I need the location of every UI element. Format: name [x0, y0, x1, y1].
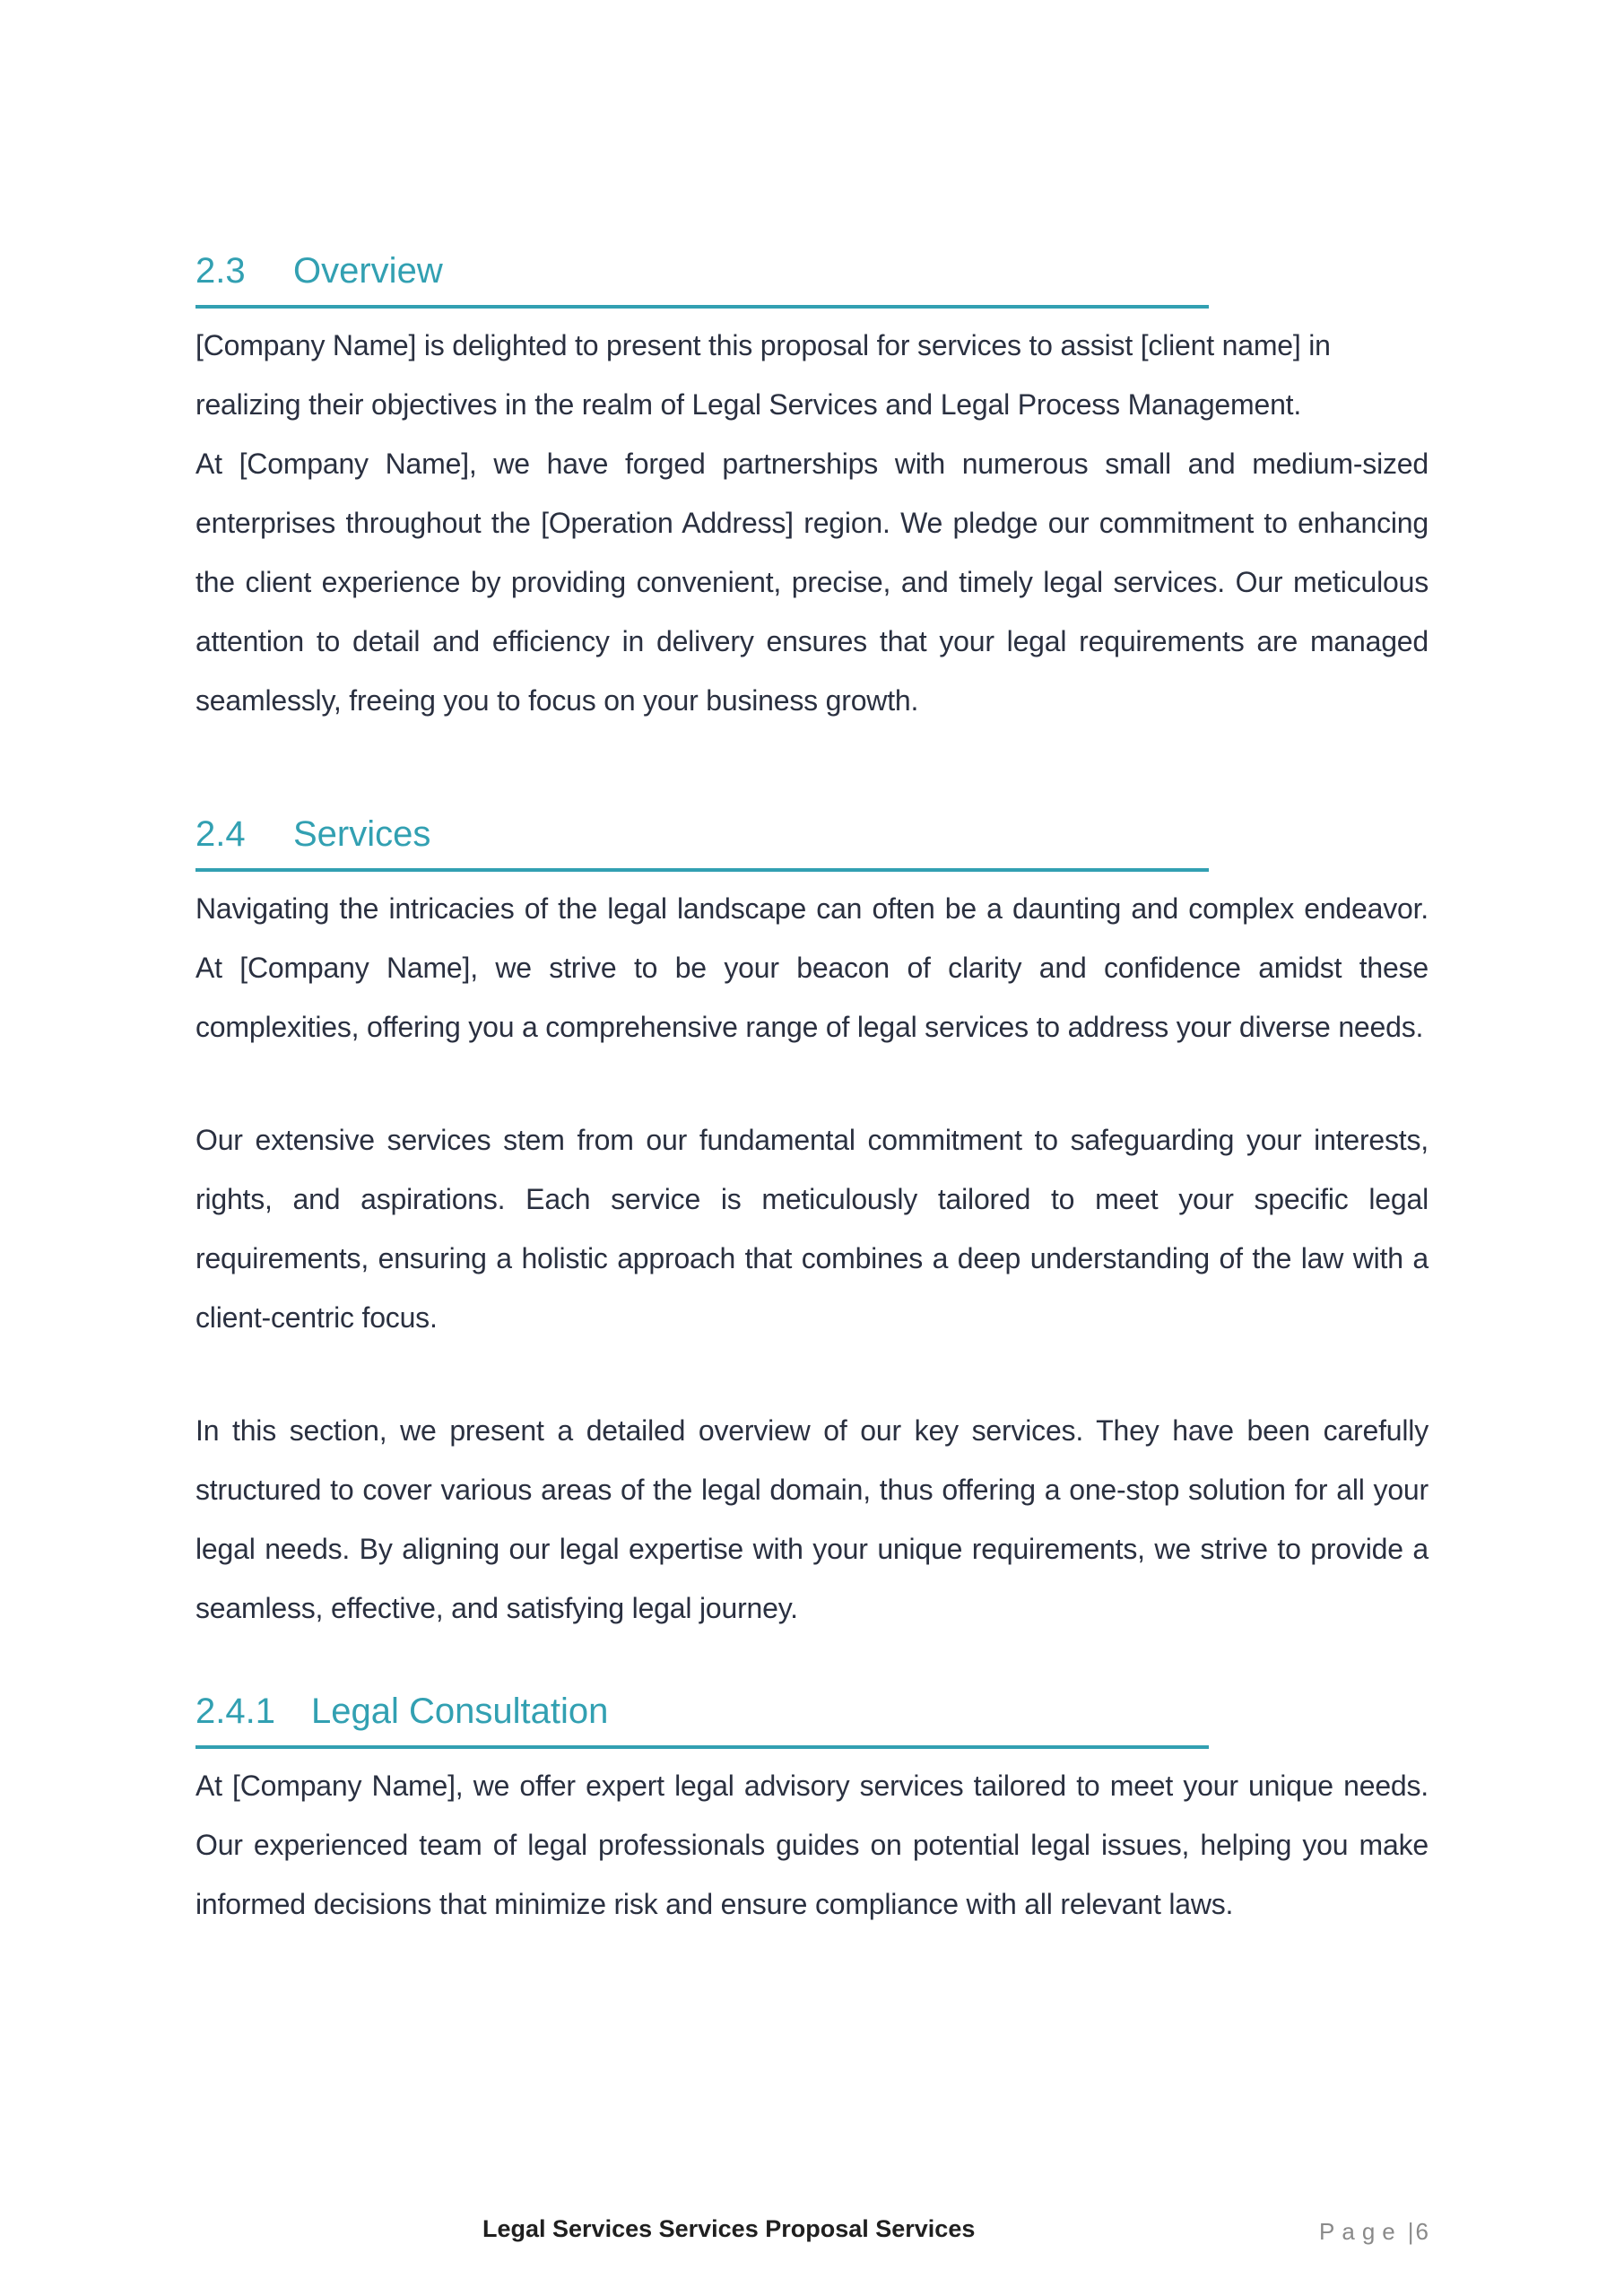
section-legal-consultation — [195, 1690, 1429, 1934]
heading-number: 2.4 — [195, 814, 246, 854]
document-content — [195, 249, 1429, 1934]
section-heading-services — [195, 813, 1209, 872]
paragraph: At [Company Name], we have forged partnerships with numerous small and medium-sized enterprises throughout the [Operation Address] region. We pledge our commitment to enhancing the client experience by providing convenient, precise, and timely legal services. Our meticulous attention to detail and efficiency in delivery ensures that your legal requirements are managed seamlessly, freeing you to focus on your business growth. — [195, 448, 1429, 717]
section-heading-overview — [195, 249, 1209, 309]
heading-number: 2.3 — [195, 251, 246, 291]
paragraph: Our extensive services stem from our fundamental commitment to safeguarding your interests, rights, and aspirations. Each service is meticulously tailored to meet your specific legal requirements, ensuring a holistic approach that combines a deep understanding of the law with a client-centric focus. — [195, 1124, 1429, 1334]
heading-title: Services — [293, 814, 431, 854]
section-heading-legal-consultation — [195, 1690, 1209, 1749]
heading-title: Overview — [293, 251, 443, 291]
section-overview — [195, 249, 1429, 730]
page-separator: | — [1407, 2218, 1414, 2245]
paragraph: [Company Name] is delighted to present this proposal for services to assist [client name] in realizing their objectives in the realm of Legal Services and Legal Process Management. — [195, 329, 1331, 421]
paragraph: Navigating the intricacies of the legal landscape can often be a daunting and complex endeavor. At [Company Name], we strive to be your beacon of clarity and confidence amidst these complexities, offering you a comprehensive range of legal services to address your diverse needs. — [195, 892, 1429, 1043]
page-word: Page — [1319, 2218, 1403, 2245]
page-number: 6 — [1415, 2218, 1429, 2245]
section-services — [195, 813, 1429, 1638]
footer-page-label — [1319, 2218, 1429, 2246]
heading-number: 2.4.1 — [195, 1692, 275, 1731]
heading-title: Legal Consultation — [311, 1692, 609, 1731]
footer-document-title: Legal Services Services Proposal Services — [482, 2215, 976, 2242]
paragraph: In this section, we present a detailed overview of our key services. They have been carefully structured to cover various areas of the legal domain, thus offering a one-stop solution for all your legal needs. By aligning our legal expertise with your unique requirements, we strive to provide a seamless, effective, and satisfying legal journey. — [195, 1414, 1429, 1624]
paragraph: At [Company Name], we offer expert legal advisory services tailored to meet your unique needs. Our experienced team of legal professionals guides on potential legal issues, helping you make informed decisions that minimize risk and ensure compliance with all relevant laws. — [195, 1770, 1429, 1920]
